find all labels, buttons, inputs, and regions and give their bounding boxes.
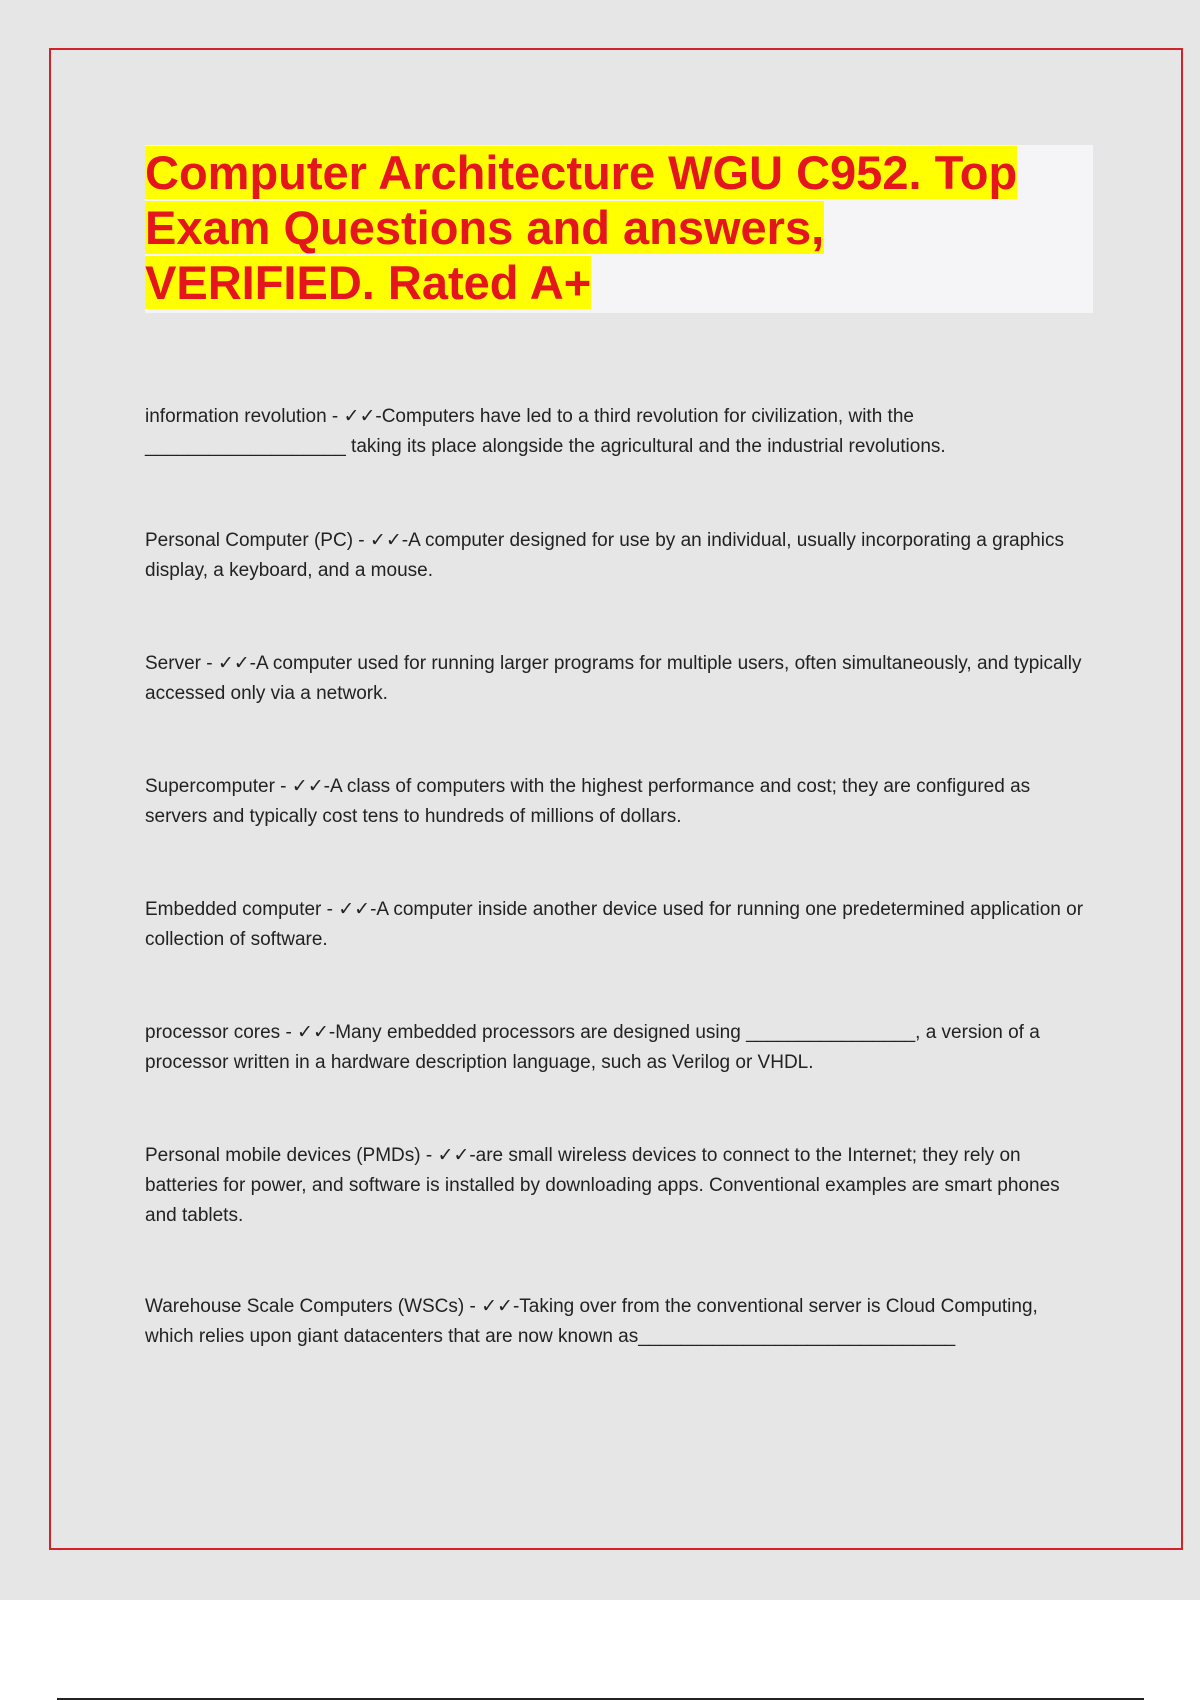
qa-entry-server: Server - ✓✓-A computer used for running larger programs for multiple users, often simultaneously, and typically accessed only via a network. bbox=[145, 653, 1082, 704]
qa-entry-information-revolution: information revolution - ✓✓-Computers have led to a third revolution for civilization, with the ___________________ taking its place alongside the agricultural and the industrial revolutions. bbox=[145, 406, 946, 457]
qa-entry-personal-computer: Personal Computer (PC) - ✓✓-A computer designed for use by an individual, usually incorporating a graphics display, a keyboard, and a mouse. bbox=[145, 530, 1064, 581]
qa-entry-personal-mobile-devices: Personal mobile devices (PMDs) - ✓✓-are small wireless devices to connect to the Internet; they rely on batteries for power, and software is installed by downloading apps. Conventional examples are smart phones and tablets. bbox=[145, 1145, 1060, 1226]
title-block bbox=[145, 145, 1093, 313]
qa-entry-embedded-computer: Embedded computer - ✓✓-A computer inside another device used for running one predetermined application or collection of software. bbox=[145, 899, 1084, 950]
next-page-top bbox=[0, 1600, 1200, 1700]
qa-entry-processor-cores: processor cores - ✓✓-Many embedded processors are designed using ________________, a version of a processor written in a hardware description language, such as Verilog or VHDL. bbox=[145, 1022, 1040, 1073]
qa-entry-warehouse-scale-computers: Warehouse Scale Computers (WSCs) - ✓✓-Taking over from the conventional server is Cloud Computing, which relies upon giant datacenters that are now known as______________________________ bbox=[145, 1296, 1038, 1347]
title-line: Computer Architecture WGU C952. Top bbox=[145, 146, 1018, 199]
title-line: VERIFIED. Rated A+ bbox=[145, 256, 592, 309]
title-line: Exam Questions and answers, bbox=[145, 201, 825, 254]
qa-entry-supercomputer: Supercomputer - ✓✓-A class of computers with the highest performance and cost; they are configured as servers and typically cost tens to hundreds of millions of dollars. bbox=[145, 776, 1031, 827]
document-title bbox=[145, 145, 1093, 310]
